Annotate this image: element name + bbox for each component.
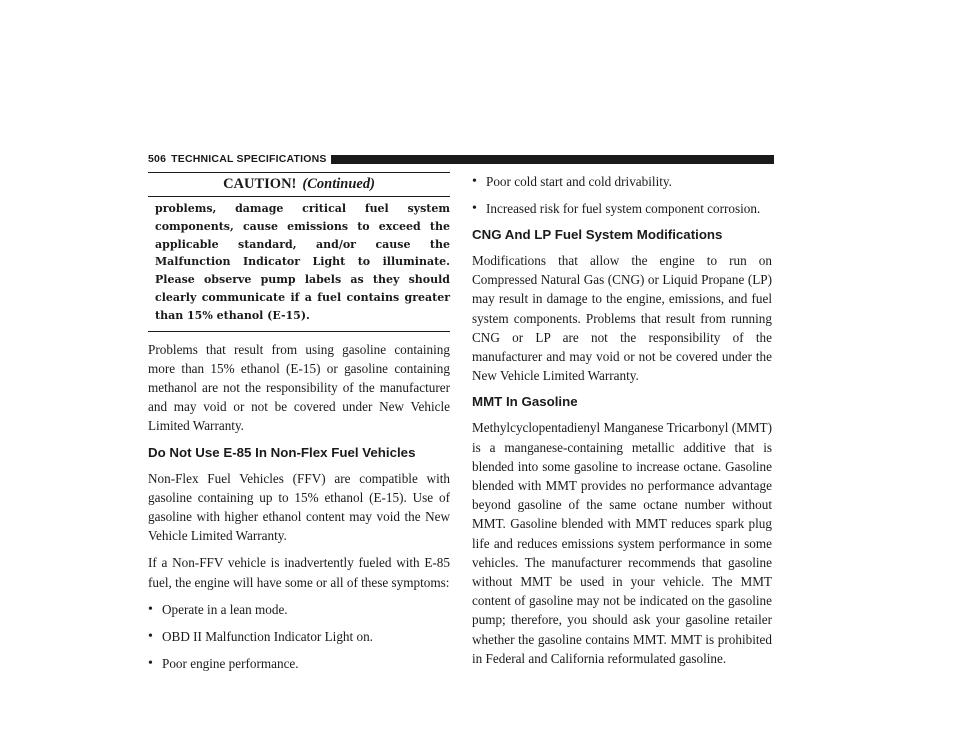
caution-box xyxy=(148,172,450,332)
paragraph-symptoms-intro: If a Non-FFV vehicle is inadvertently fueled with E-85 fuel, the engine will have some or all of these symptoms: xyxy=(148,555,450,590)
symptom-list xyxy=(148,600,450,673)
paragraph-e15-warranty: Problems that result from using gasoline containing more than 15% ethanol (E-15) or gasoline containing methanol are not the responsibility of the manufacturer and may void or not be covered under New Vehicle Limited Warranty. xyxy=(148,341,450,434)
list-item: • Poor cold start and cold drivability. xyxy=(472,172,772,191)
paragraph-mmt: Methylcyclopentadienyl Manganese Tricarbonyl (MMT) is a manganese-containing metallic additive that is blended into some gasoline to increase octane. Gasoline blended with MMT provides no performance advantage beyond gasoline of the same octane number without MMT. Gasoline blended with MMT reduces spark plug life and reduces emissions system performance in some vehicles. The manufacturer recommends that gasoline without MMT be used in your vehicle. The MMT content of gasoline may not be indicated on the gasoline pump; therefore, you should ask your gasoline retailer whether the gasoline contains MMT. MMT is prohibited in Federal and California reformulated gasoline. xyxy=(472,420,772,666)
paragraph-ffv-compat: Non-Flex Fuel Vehicles (FFV) are compatible with gasoline containing up to 15% ethanol (E-15). Use of gasoline with higher ethanol content may void the New Vehicle Limited Warranty. xyxy=(148,470,450,544)
list-item: • Increased risk for fuel system component corrosion. xyxy=(472,199,772,218)
right-column xyxy=(472,172,772,676)
header-rule xyxy=(331,155,774,164)
caution-label: CAUTION! xyxy=(223,176,297,192)
page-header xyxy=(148,152,774,166)
left-column xyxy=(148,172,450,681)
caution-title xyxy=(148,173,450,197)
heading-e85: Do Not Use E-85 In Non-Flex Fuel Vehicles xyxy=(148,444,416,460)
caution-body: problems, damage critical fuel system components, cause emissions to exceed the applicable standard, and/or cause the Malfunction Indicator Light to illuminate. Please observe pump labels as they should clearly communicate if a fuel contains greater than 15% ethanol (E-15). xyxy=(155,202,450,322)
symptom-list-continued xyxy=(472,172,772,218)
list-item: • OBD II Malfunction Indicator Light on. xyxy=(148,627,450,646)
section-title: TECHNICAL SPECIFICATIONS xyxy=(171,153,327,165)
caution-continued: (Continued) xyxy=(302,176,375,192)
paragraph-cng-lp: Modifications that allow the engine to run on Compressed Natural Gas (CNG) or Liquid Propane (LP) may result in damage to the engine, emissions, and fuel system components. Problems that result from running CNG or LP are not the responsibility of the manufacturer and may void or not be covered under the New Vehicle Limited Warranty. xyxy=(472,253,772,384)
list-item: • Poor engine performance. xyxy=(148,654,450,673)
list-item: • Operate in a lean mode. xyxy=(148,600,450,619)
page-number: 506 xyxy=(148,153,167,165)
heading-cng-lp: CNG And LP Fuel System Modifications xyxy=(472,227,723,242)
heading-mmt: MMT In Gasoline xyxy=(472,394,578,410)
